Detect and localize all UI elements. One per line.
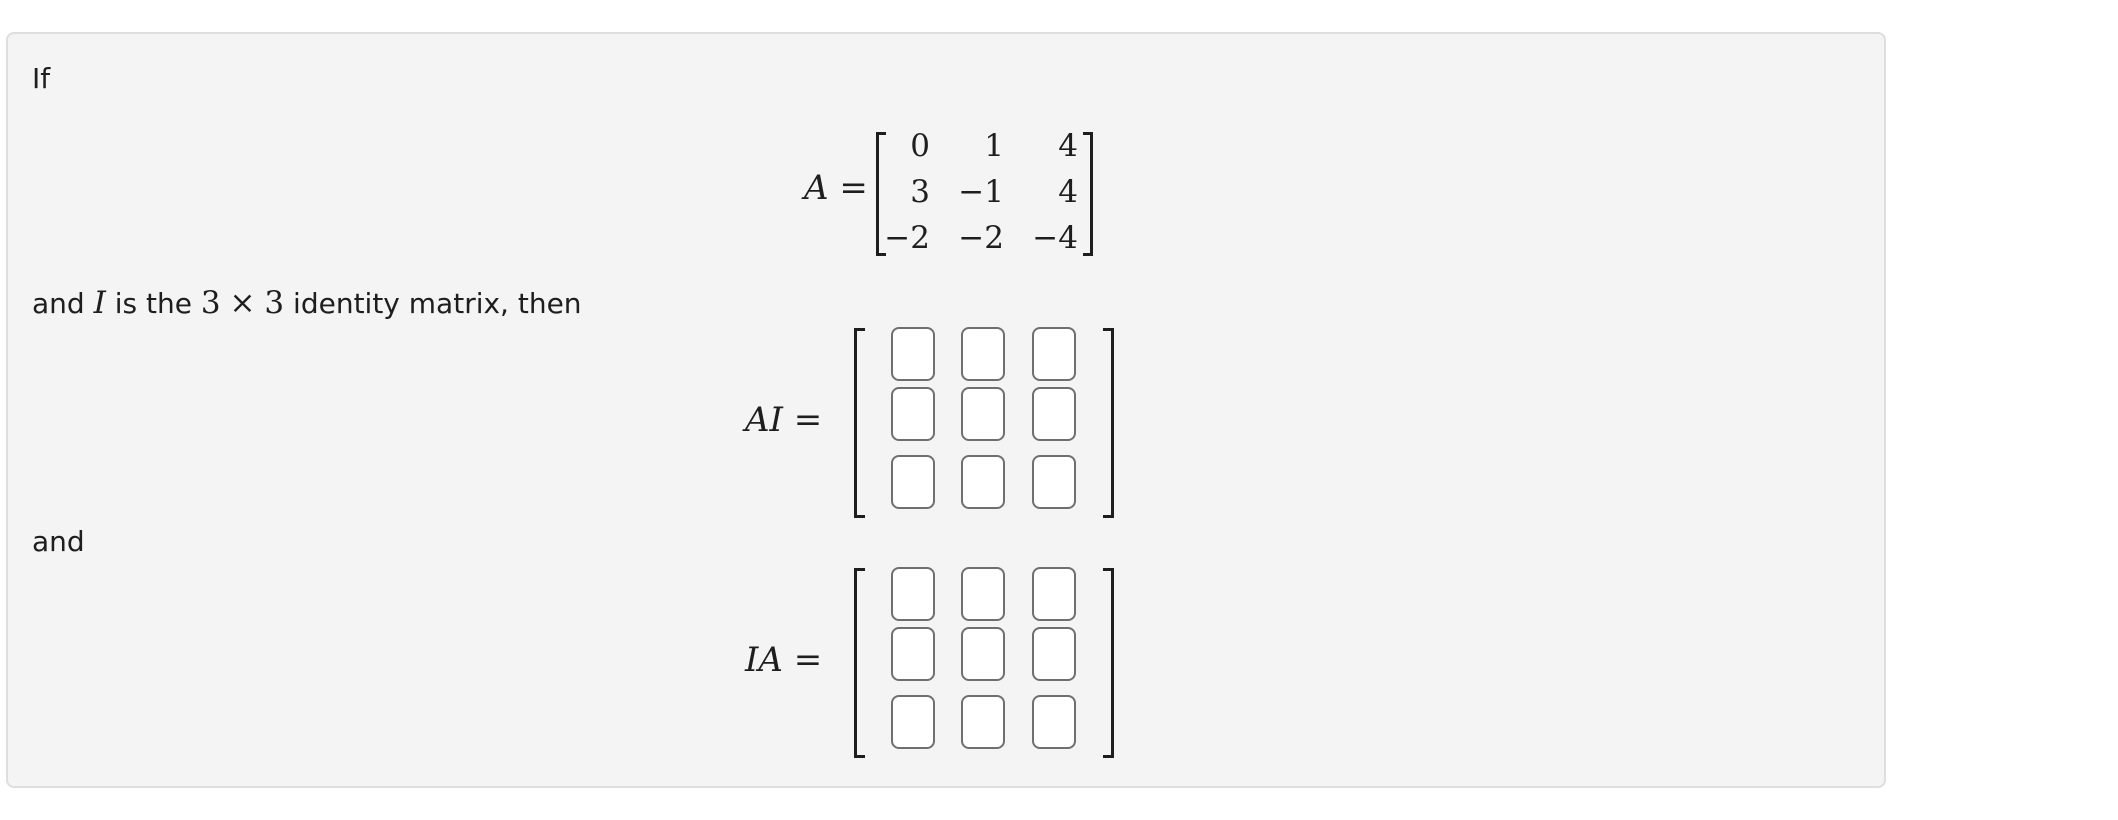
matrix-a-cell: 0	[910, 128, 930, 164]
ia-left-bracket	[854, 568, 865, 758]
ia-equals: =	[793, 640, 823, 680]
ia-input-r3c3[interactable]	[1032, 695, 1076, 749]
matrix-a-cell: 4	[1058, 174, 1078, 210]
matrix-a-equals: =	[839, 168, 868, 208]
ia-input-r1c2[interactable]	[961, 567, 1005, 621]
matrix-a-cell: 1	[984, 128, 1004, 164]
matrix-a-var: A	[804, 168, 829, 208]
and-text: and	[32, 525, 85, 558]
ai-equals: =	[793, 400, 823, 440]
ia-input-r3c2[interactable]	[961, 695, 1005, 749]
identity-dim2: 3	[264, 285, 285, 321]
ai-left-bracket	[854, 328, 865, 518]
ia-var: IA	[745, 640, 783, 680]
identity-sentence	[32, 285, 582, 321]
matrix-a-cell: −2	[958, 220, 1004, 256]
matrix-a-cell: −2	[884, 220, 930, 256]
identity-prefix: and	[32, 287, 85, 320]
ai-input-r1c1[interactable]	[891, 327, 935, 381]
matrix-a-cell: −4	[1032, 220, 1078, 256]
ai-var: AI	[745, 400, 783, 440]
ia-input-r2c1[interactable]	[891, 627, 935, 681]
matrix-a-right-bracket	[1083, 132, 1093, 256]
matrix-a-cell: −1	[958, 174, 1004, 210]
ai-input-r3c3[interactable]	[1032, 455, 1076, 509]
ia-right-bracket	[1103, 568, 1114, 758]
matrix-a-label	[804, 168, 868, 208]
ai-input-r2c3[interactable]	[1032, 387, 1076, 441]
question-card	[6, 32, 1886, 788]
ia-label	[745, 640, 822, 680]
matrix-a-cell: 3	[910, 174, 930, 210]
ai-input-r3c2[interactable]	[961, 455, 1005, 509]
ai-input-r1c3[interactable]	[1032, 327, 1076, 381]
ai-input-r2c2[interactable]	[961, 387, 1005, 441]
ia-input-r3c1[interactable]	[891, 695, 935, 749]
identity-middle: is the	[114, 287, 192, 320]
intro-text: If	[32, 62, 51, 95]
identity-suffix: identity matrix, then	[293, 287, 582, 320]
ai-input-r1c2[interactable]	[961, 327, 1005, 381]
ai-input-r2c1[interactable]	[891, 387, 935, 441]
ia-input-r2c2[interactable]	[961, 627, 1005, 681]
matrix-a-cell: 4	[1058, 128, 1078, 164]
ia-input-r1c3[interactable]	[1032, 567, 1076, 621]
ai-right-bracket	[1103, 328, 1114, 518]
identity-times: ×	[229, 285, 256, 321]
ai-label	[745, 400, 822, 440]
identity-dim1: 3	[200, 285, 221, 321]
identity-symbol: I	[93, 285, 106, 321]
ai-input-r3c1[interactable]	[891, 455, 935, 509]
ia-input-r1c1[interactable]	[891, 567, 935, 621]
ia-input-r2c3[interactable]	[1032, 627, 1076, 681]
